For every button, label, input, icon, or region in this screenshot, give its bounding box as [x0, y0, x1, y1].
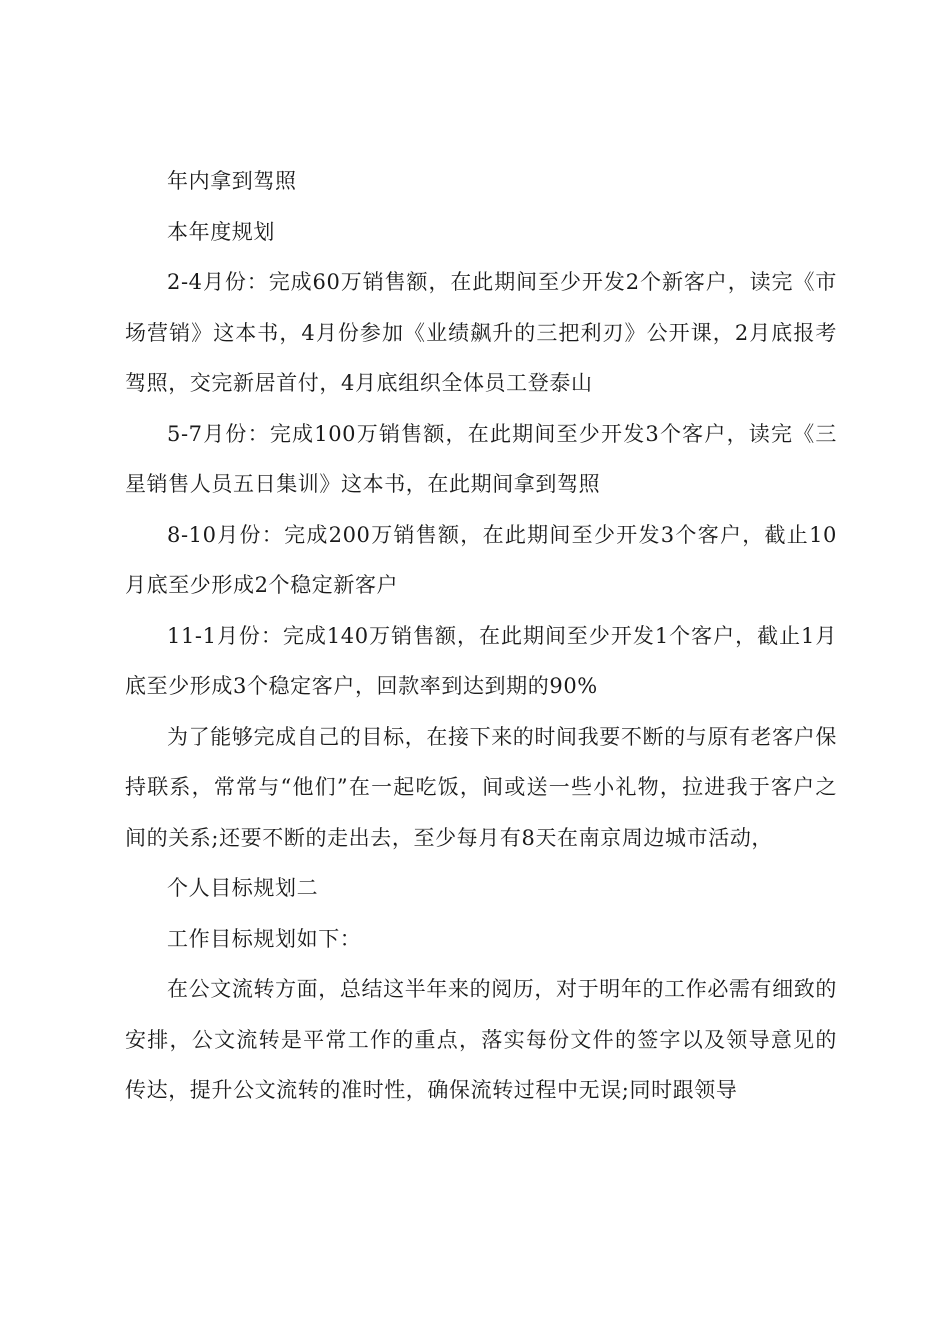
paragraph-client-strategy: 为了能够完成自己的目标，在接下来的时间我要不断的与原有老客户保持联系，常常与“他们”在一起吃饭，间或送一些小礼物，拉进我于客户之间的关系;还要不断的走出去，至少每月有8天在南京周边城市活动， [125, 724, 837, 850]
paragraph-aug-oct-plan: 8-10月份：完成200万销售额，在此期间至少开发3个客户，截止10月底至少形成2个稳定新客户 [125, 522, 837, 597]
paragraph-may-jul-plan: 5-7月份：完成100万销售额，在此期间至少开发3个客户，读完《三星销售人员五日集训》这本书，在此期间拿到驾照 [125, 421, 837, 496]
paragraph-nov-jan-plan: 11-1月份：完成140万销售额，在此期间至少开发1个客户，截止1月底至少形成3个稳定客户，回款率到达到期的90% [125, 623, 837, 698]
paragraph-feb-apr-plan: 2-4月份：完成60万销售额，在此期间至少开发2个新客户，读完《市场营销》这本书，4月份参加《业绩飙升的三把利刃》公开课，2月底报考驾照，交完新居首付，4月底组织全体员工登泰山 [125, 270, 837, 395]
document-body [125, 156, 837, 1116]
paragraph-document-flow: 在公文流转方面，总结这半年来的阅历，对于明年的工作必需有细致的安排，公文流转是平常工作的重点，落实每份文件的签字以及领导意见的传达，提升公文流转的准时性，确保流转过程中无误;同时跟领导 [125, 977, 837, 1102]
paragraph-work-goals-intro: 工作目标规划如下： [167, 926, 362, 951]
paragraph-license-goal: 年内拿到驾照 [167, 169, 297, 193]
paragraph-annual-plan-heading: 本年度规划 [167, 219, 275, 244]
paragraph-plan-two-heading: 个人目标规划二 [167, 876, 319, 900]
